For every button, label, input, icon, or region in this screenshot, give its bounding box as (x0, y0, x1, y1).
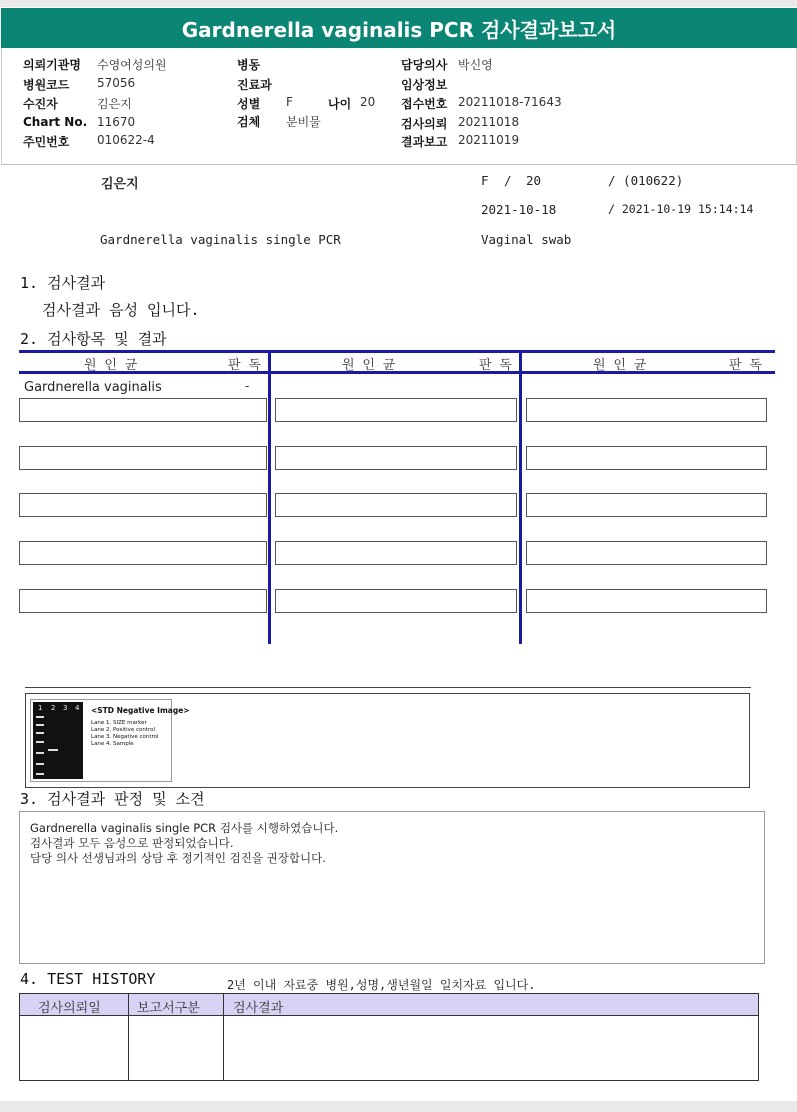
ward-label: 병동 (237, 58, 261, 72)
patient-label: 수진자 (23, 97, 58, 111)
history-col-result: 검사결과 (233, 1001, 284, 1016)
age-label: 나이 (328, 97, 352, 111)
institution-value: 수영여성의원 (97, 58, 167, 72)
report-date-value: 20211019 (458, 133, 520, 147)
department-label: 진료과 (237, 78, 272, 92)
specimen-value: 분비물 (286, 115, 321, 129)
history-col-type: 보고서구분 (137, 1001, 200, 1016)
result-cell (526, 398, 767, 422)
section-2-heading: 2. 검사항목 및 결과 (20, 330, 167, 348)
request-date-value: 20211018 (458, 115, 520, 129)
result-cell (526, 493, 767, 517)
summary-birth: / (010622) (608, 173, 684, 188)
history-divider (128, 994, 129, 1080)
column-pathogen: 원 인 균 (342, 358, 396, 373)
result-cell (19, 589, 267, 613)
age-value: 20 (360, 95, 376, 109)
gel-title: <STD Negative Image> (91, 706, 190, 715)
result-cell (526, 589, 767, 613)
result-table-divider (268, 350, 271, 644)
result-cell (526, 541, 767, 565)
clinical-label: 임상정보 (401, 78, 448, 92)
institution-label: 의뢰기관명 (23, 58, 81, 72)
opinion-line: 검사결과 모두 음성으로 판정되었습니다. (30, 836, 234, 850)
result-cell (19, 446, 267, 470)
result-cell (19, 493, 267, 517)
top-border (0, 0, 797, 7)
summary-name: 김은지 (101, 177, 139, 192)
result-cell (19, 398, 267, 422)
sex-label: 성별 (237, 97, 261, 111)
request-date-label: 검사의뢰 (401, 117, 448, 131)
gel-legend-item: Lane 2. Positive control (91, 727, 156, 733)
result-cell (275, 493, 517, 517)
report-date-label: 결과보고 (401, 135, 448, 149)
image-top-rule (25, 687, 751, 688)
summary-age: 20 (526, 173, 542, 188)
summary-received-date: 2021-10-18 (481, 202, 557, 217)
gel-lane-number: 2 (51, 704, 56, 712)
bottom-border (0, 1101, 797, 1112)
chart-no-value: 11670 (97, 115, 136, 129)
specimen-label: 검체 (237, 115, 261, 129)
doctor-label: 담당의사 (401, 58, 448, 72)
result-table-top-rule (19, 350, 775, 353)
column-pathogen: 원 인 균 (84, 358, 138, 373)
result-cell (275, 446, 517, 470)
sex-value: F (286, 95, 293, 109)
history-note: 2년 이내 자료중 병원,성명,생년월일 일치자료 입니다. (227, 978, 536, 992)
reception-no-value: 20211018-71643 (458, 95, 562, 109)
result-table-divider (519, 350, 522, 644)
gel-legend-item: Lane 1. SIZE marker (91, 720, 147, 726)
result-cell (275, 398, 517, 422)
result-cell (275, 589, 517, 613)
history-divider (223, 994, 224, 1080)
result-pathogen: Gardnerella vaginalis (24, 380, 162, 395)
column-judgement: 판 독 (729, 358, 762, 373)
chart-no-label: Chart No. (23, 115, 88, 129)
history-table (19, 993, 759, 1081)
result-cell (275, 541, 517, 565)
history-col-date: 검사의뢰일 (38, 1001, 101, 1016)
gel-lane-number: 3 (63, 704, 68, 712)
column-pathogen: 원 인 균 (593, 358, 647, 373)
gel-legend-item: Lane 4. Sample (91, 741, 134, 747)
hospital-code-value: 57056 (97, 76, 136, 90)
gel-legend-item: Lane 3. Negative control (91, 734, 159, 740)
result-cell (19, 541, 267, 565)
summary-sex: F (481, 173, 489, 188)
opinion-line: 담당 의사 선생님과의 상담 후 정기적인 검진을 권장합니다. (30, 851, 326, 865)
summary-specimen: Vaginal swab (481, 232, 572, 247)
section-1-heading: 1. 검사결과 (20, 274, 106, 292)
section-1-result: 검사결과 음성 입니다. (42, 301, 200, 319)
column-judgement: 판 독 (228, 358, 261, 373)
resident-no-label: 주민번호 (23, 135, 70, 149)
resident-no-value: 010622-4 (97, 133, 155, 147)
section-4-heading: 4. TEST HISTORY (20, 970, 156, 988)
doctor-value: 박신영 (458, 58, 493, 72)
summary-separator: / (504, 173, 512, 188)
summary-test-name: Gardnerella vaginalis single PCR (100, 232, 341, 247)
history-table-header (20, 994, 758, 1016)
column-judgement: 판 독 (479, 358, 512, 373)
patient-value: 김은지 (97, 97, 132, 111)
summary-reported-time: / 2021-10-19 15:14:14 (608, 202, 754, 216)
opinion-line: Gardnerella vaginalis single PCR 검사를 시행하였습니다. (30, 821, 339, 835)
gel-lane-number: 4 (75, 704, 80, 712)
gel-lane-number: 1 (38, 704, 43, 712)
hospital-code-label: 병원코드 (23, 78, 70, 92)
result-judgement: - (245, 379, 250, 393)
section-3-heading: 3. 검사결과 판정 및 소견 (20, 790, 205, 808)
reception-no-label: 접수번호 (401, 97, 448, 111)
result-cell (526, 446, 767, 470)
report-title: Gardnerella vaginalis PCR 검사결과보고서 (1, 8, 797, 48)
